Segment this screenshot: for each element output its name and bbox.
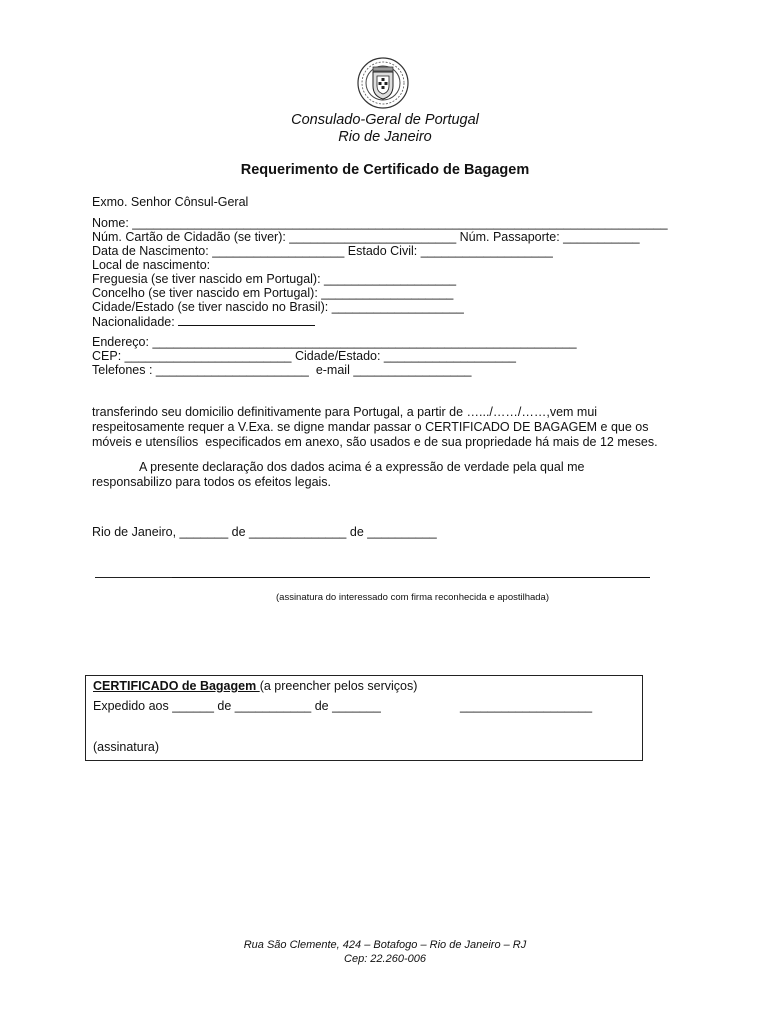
declaration-line-1: A presente declaração dos dados acima é a expressão de verdade pela qual me	[139, 460, 585, 474]
request-paragraph	[92, 390, 658, 450]
nacionalidade-blank[interactable]	[178, 314, 315, 326]
footer-cep: Cep: 22.260-006	[344, 953, 426, 965]
field-local-nascimento: Local de nascimento:	[92, 258, 211, 272]
signature-caption: (assinatura do interessado com firma reconhecida e apostilhada)	[276, 592, 550, 603]
request-line-2: respeitosamente requer a V.Exa. se digne mandar passar o CERTIFICADO DE BAGAGEM e que os	[92, 420, 649, 434]
salutation: Exmo. Senhor Cônsul-Geral	[92, 195, 249, 209]
field-cidade-estado-brasil[interactable]: Cidade/Estado (se tiver nascido no Brasil): ___________________	[92, 300, 464, 314]
certificate-assinatura: (assinatura)	[93, 740, 159, 754]
certificate-title: CERTIFICADO de Bagagem	[93, 679, 260, 693]
certificate-subtitle: (a preencher pelos serviços)	[259, 679, 418, 693]
certificate-heading	[93, 679, 417, 693]
footer-address: Rua São Clemente, 424 – Botafogo – Rio de Janeiro – RJ	[243, 939, 527, 951]
field-telefones-email[interactable]: Telefones : ______________________ e-mail _________________	[92, 363, 472, 377]
field-freguesia[interactable]: Freguesia (se tiver nascido em Portugal): ___________________	[92, 272, 457, 286]
field-nacionalidade[interactable]	[92, 314, 315, 329]
date-line[interactable]: Rio de Janeiro, _______ de ______________ de __________	[92, 525, 437, 539]
field-endereco[interactable]: Endereço: _____________________________________________________________	[92, 335, 577, 349]
certificate-signature-blank[interactable]: ___________________	[460, 699, 593, 713]
request-line-3: móveis e utensílios especificados em anexo, são usados e de sua propriedade há mais de 12 meses.	[92, 435, 658, 449]
request-line-1: transferindo seu domicilio definitivamente para Portugal, a partir de ….../……/……,vem mui	[92, 405, 598, 419]
portugal-coat-of-arms-emblem	[356, 56, 410, 110]
signature-line-left	[95, 577, 172, 578]
field-cartao-passaporte[interactable]: Núm. Cartão de Cidadão (se tiver): ________________________ Núm. Passaporte: ___________	[92, 230, 640, 244]
declaration-line-2: responsabilizo para todos os efeitos legais.	[92, 475, 332, 489]
consulate-name: Consulado-Geral de Portugal	[291, 112, 479, 128]
field-concelho[interactable]: Concelho (se tiver nascido em Portugal): ___________________	[92, 286, 454, 300]
signature-line[interactable]	[172, 577, 650, 578]
field-nome[interactable]: Nome: _____________________________________________________________________________	[92, 216, 668, 230]
document-title: Requerimento de Certificado de Bagagem	[240, 162, 530, 178]
certificate-expedido[interactable]: Expedido aos ______ de ___________ de _______	[93, 699, 381, 713]
certificate-box	[85, 675, 643, 761]
field-nascimento-estado-civil[interactable]: Data de Nascimento: ___________________ Estado Civil: ___________________	[92, 244, 553, 258]
field-cep-cidade[interactable]: CEP: ________________________ Cidade/Estado: ___________________	[92, 349, 516, 363]
nacionalidade-label: Nacionalidade:	[92, 315, 175, 329]
consulate-city: Rio de Janeiro	[338, 129, 432, 145]
